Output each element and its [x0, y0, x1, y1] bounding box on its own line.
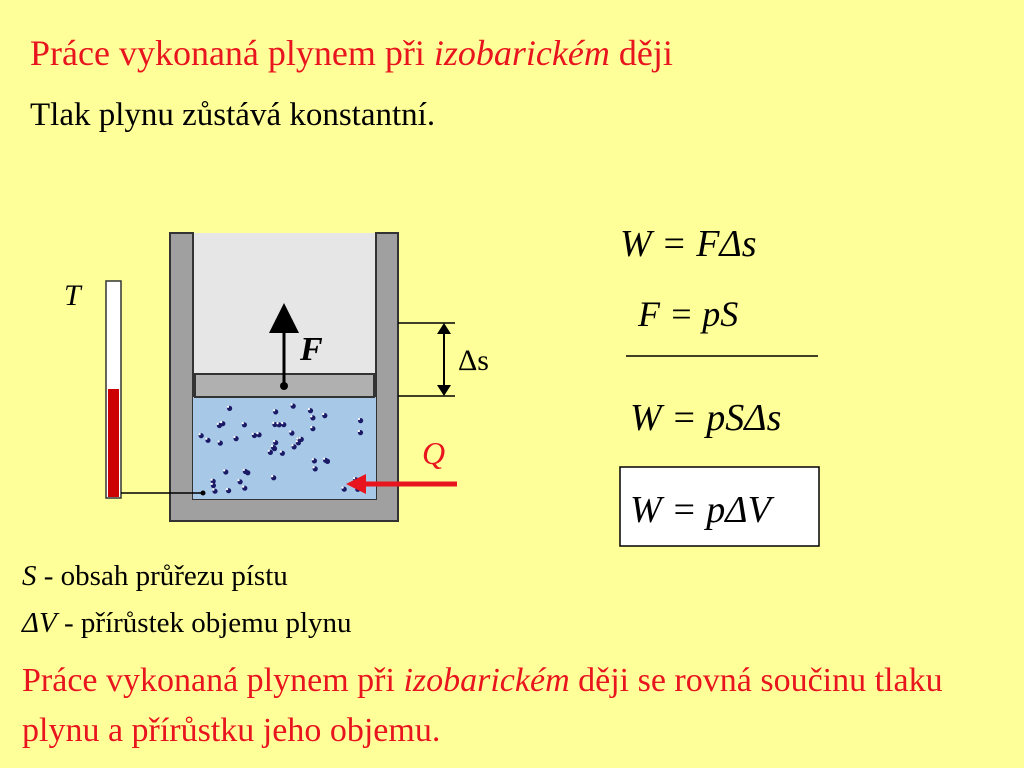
gas-molecule-highlight [243, 469, 245, 471]
force-origin-dot [280, 382, 288, 390]
gas-molecule-highlight [273, 409, 275, 411]
heat-label: Q [422, 435, 446, 471]
gas-molecule-highlight [280, 451, 282, 453]
gas-molecule-highlight [308, 408, 310, 410]
gas-molecule-highlight [358, 430, 360, 432]
gas-molecule-highlight [242, 486, 244, 488]
conclusion-text: Práce vykonaná plynem při [22, 662, 404, 699]
gas-molecule-highlight [237, 479, 239, 481]
gas-molecule-highlight [227, 406, 229, 408]
gas-molecule-highlight [358, 418, 360, 420]
gas-molecule-highlight [322, 413, 324, 415]
gas-molecule-highlight [291, 403, 293, 405]
equation-1: W = FΔs [620, 223, 757, 265]
gas-molecule-highlight [296, 440, 298, 442]
gas-molecule-highlight [212, 489, 214, 491]
gas-molecule-highlight [217, 423, 219, 425]
gas-molecule-highlight [233, 436, 235, 438]
gas-molecule-highlight [211, 479, 213, 481]
gas-molecule-highlight [271, 475, 273, 477]
gas-molecule-highlight [273, 440, 275, 442]
gas-molecule-highlight [342, 487, 344, 489]
gas-molecule-highlight [296, 438, 298, 440]
gas-molecule-highlight [220, 421, 222, 423]
title-italic: izobarickém [433, 33, 610, 73]
gas-molecule-highlight [310, 415, 312, 417]
ds-arrowhead-up [437, 323, 451, 334]
equation-4: W = pΔV [630, 489, 771, 531]
gas-molecule-highlight [276, 422, 278, 424]
legend-v [22, 607, 352, 640]
conclusion [22, 656, 1002, 756]
legend-s-symbol: S [22, 560, 37, 592]
ds-arrowhead-down [437, 385, 451, 396]
gas-molecule-highlight [199, 433, 201, 435]
legend-s-text: - obsah průřezu pístu [36, 560, 288, 592]
gas-molecule-highlight [205, 438, 207, 440]
conclusion-italic: izobarickém [403, 662, 570, 699]
gas-molecule-highlight [353, 477, 355, 479]
force-label: F [300, 331, 323, 368]
equation-2: F = pS [638, 294, 739, 334]
displacement-label [458, 344, 489, 377]
gas-molecule-highlight [226, 488, 228, 490]
equation-3: W = pSΔs [630, 397, 782, 439]
conclusion-text-end: ději se rovná součinu tlaku plynu a přírůstku jeho objemu. [22, 662, 943, 749]
legend-v-text: - přírůstek objemu plynu [56, 607, 352, 639]
title-text: Práce vykonaná plynem při [30, 33, 434, 73]
legend-v-symbol: ΔV [22, 607, 57, 639]
gas-molecule-highlight [242, 422, 244, 424]
gas-molecule-highlight [271, 445, 273, 447]
gas-molecule-highlight [223, 469, 225, 471]
subtitle: Tlak plynu zůstává konstantní. [30, 97, 436, 133]
gas-molecule-highlight [313, 466, 315, 468]
gas-molecule-highlight [291, 444, 293, 446]
legend-s [22, 560, 288, 593]
probe-dot [201, 491, 206, 496]
gas-molecule-highlight [310, 426, 312, 428]
title-text-end: ději [609, 33, 673, 73]
gas-molecule-highlight [299, 437, 301, 439]
gas-molecule-highlight [312, 458, 314, 460]
gas-molecule-highlight [268, 450, 270, 452]
gas-molecule-highlight [218, 440, 220, 442]
gas-molecule-highlight [272, 422, 274, 424]
thermometer-liquid [108, 389, 119, 497]
gas-molecule-highlight [256, 432, 258, 434]
gas-molecule-highlight [289, 430, 291, 432]
gas-molecule-highlight [323, 458, 325, 460]
gas-molecule-highlight [252, 433, 254, 435]
ds-text: Δs [458, 344, 489, 377]
gas-molecule-highlight [211, 483, 213, 485]
thermometer-label: T [64, 279, 81, 312]
